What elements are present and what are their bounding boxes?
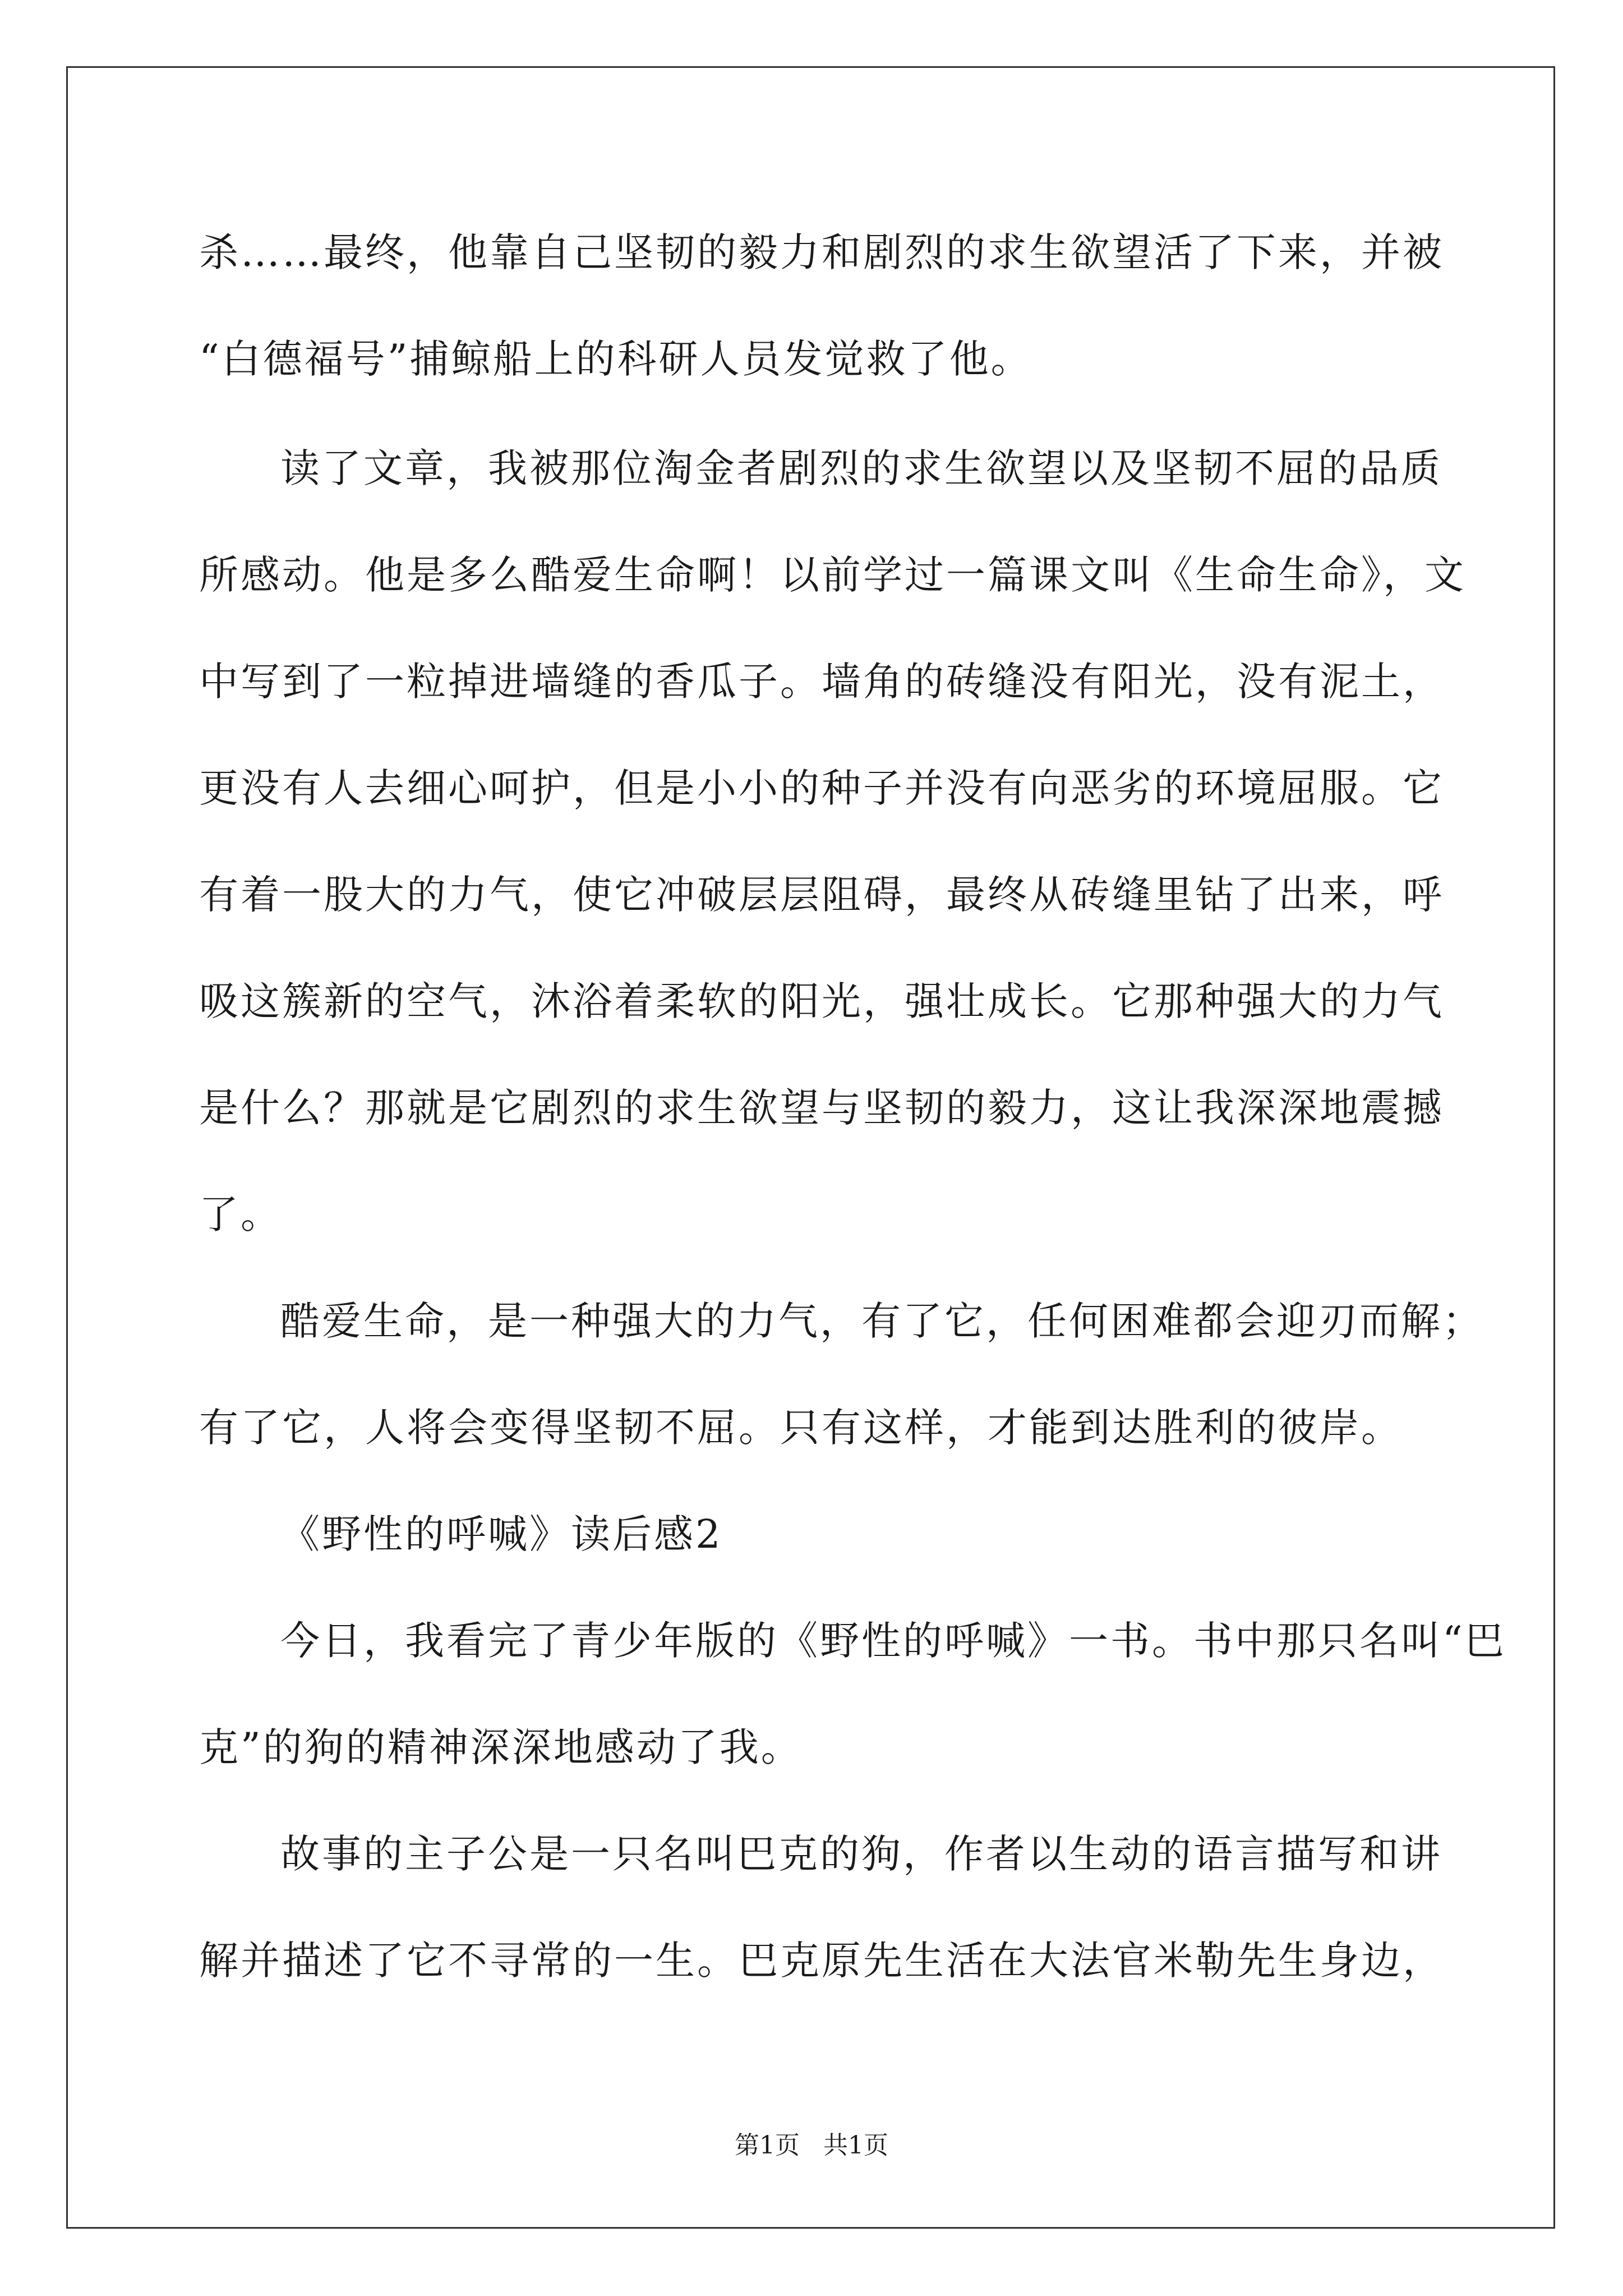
- text-line-1: 杀……最终，他靠自己坚韧的毅力和剧烈的求生欲望活了下来，并被: [199, 229, 1444, 275]
- text-line-10: 了。: [199, 1191, 282, 1237]
- text-line-9: 是什么？那就是它剧烈的求生欲望与坚韧的毅力，这让我深深地震撼: [199, 1085, 1444, 1131]
- text-line-6: 更没有人去细心呵护，但是小小的种子并没有向恶劣的环境屈服。它: [199, 765, 1444, 811]
- paragraph-start-line: 读了文章，我被那位淘金者剧烈的求生欲望以及坚韧不屈的品质: [280, 445, 1442, 491]
- page-footer: 第1页 共1页: [735, 2131, 888, 2160]
- page-border: [66, 66, 1555, 2229]
- text-line-2: “白德福号”捕鲸船上的科研人员发觉救了他。: [199, 336, 1032, 382]
- text-line-8: 吸这簇新的空气，沐浴着柔软的阳光，强壮成长。它那种强大的力气: [199, 978, 1444, 1024]
- section-heading: 《野性的呼喊》读后感2: [280, 1511, 723, 1557]
- text-line-5: 中写到了一粒掉进墙缝的香瓜子。墙角的砖缝没有阳光，没有泥土，: [199, 659, 1444, 705]
- paragraph-start-line: 故事的主子公是一只名叫巴克的狗，作者以生动的语言描写和讲: [280, 1831, 1442, 1877]
- text-line-15: 克”的狗的精神深深地感动了我。: [199, 1724, 803, 1770]
- paragraph-start-line: 今日，我看完了青少年版的《野性的呼喊》一书。书中那只名叫“巴: [280, 1618, 1506, 1664]
- text-line-7: 有着一股大的力气，使它冲破层层阻碍，最终从砖缝里钻了出来，呼: [199, 872, 1444, 918]
- paragraph-start-line: 酷爱生命，是一种强大的力气，有了它，任何困难都会迎刃而解；: [280, 1298, 1484, 1344]
- text-line-4: 所感动。他是多么酷爱生命啊！以前学过一篇课文叫《生命生命》，文: [199, 552, 1466, 598]
- text-line-17: 解并描述了它不寻常的一生。巴克原先生活在大法官米勒先生身边，: [199, 1938, 1444, 1984]
- text-line-12: 有了它，人将会变得坚韧不屈。只有这样，才能到达胜利的彼岸。: [199, 1405, 1403, 1451]
